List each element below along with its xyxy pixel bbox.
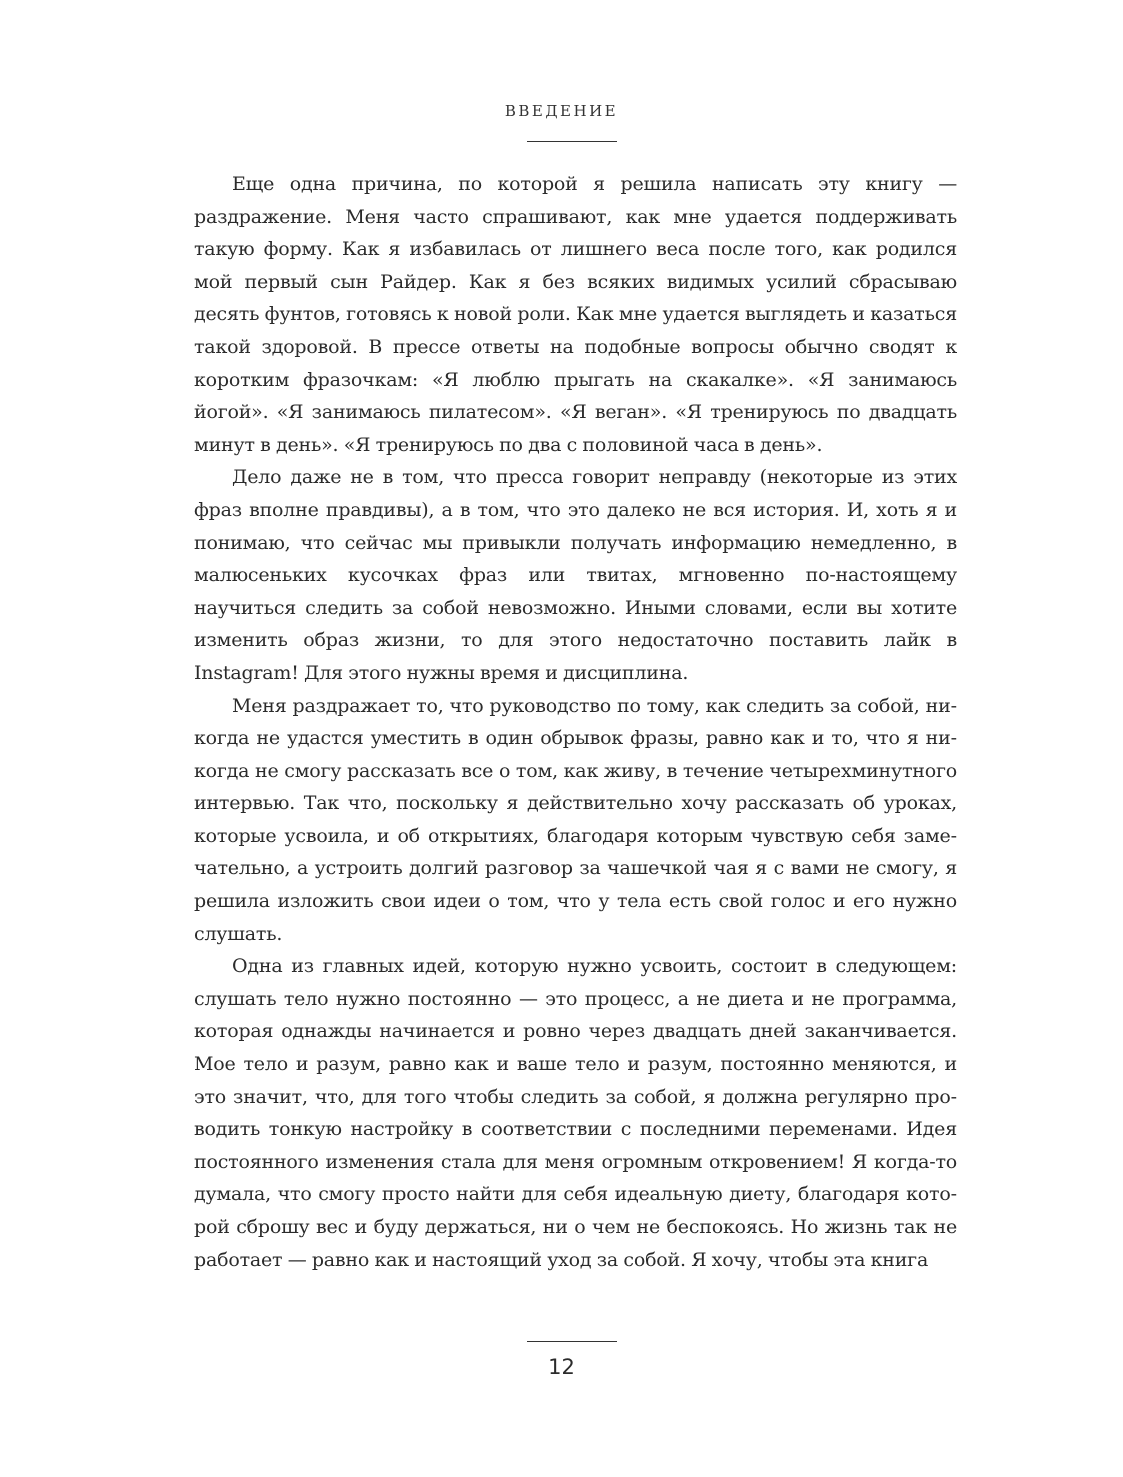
- running-head: ВВЕДЕНИЕ: [504, 102, 619, 120]
- paragraph: Меня раздражает то, что руководство по тому, как следить за собой, никогда не удастся уместить в один обрывок фразы, равно как и то, что я никогда не смогу рассказать все о том, как живу, в течение четырехминутного интервью. Так что, поскольку я действительно хочу рассказать об уроках, которые усвоила, и об открытиях, благодаря которым чувствую себя замечательно, а устроить долгий разговор за чашечкой чая я с вами не смогу, я решила изложить свои идеи о том, что у тела есть свой голос и его нужно слушать.: [194, 694, 957, 945]
- footer-rule: [527, 1341, 617, 1342]
- body-text: [194, 168, 957, 1276]
- paragraph: Одна из главных идей, которую нужно усвоить, состоит в следующем: слушать тело нужно постоянно — это процесс, а не диета и не программа, которая однажды начинается и ровно через двадцать дней заканчивается. Мое тело и разум, равно как и ваше тело и разум, постоянно меняются, и это значит, что, для того чтобы следить за собой, я должна регулярно проводить тонкую настройку в соответствии с последними переменами. Идея постоянного изменения стала для меня огромным откровением! Я когда-то думала, что смогу просто найти для себя идеальную диету, благодаря которой сброшу вес и буду держаться, ни о чем не беспокоясь. Но жизнь так не работает — равно как и настоящий уход за собой. Я хочу, чтобы эта книга: [194, 955, 957, 1271]
- header-rule: [527, 141, 617, 142]
- page-number: 12: [548, 1355, 575, 1379]
- paragraph: Еще одна причина, по которой я решила написать эту книгу — раздражение. Меня часто спрашивают, как мне удается поддерживать такую форму. Как я избавилась от лишнего веса после того, как родился мой первый сын Райдер. Как я без всяких видимых усилий сбрасываю десять фунтов, готовясь к новой роли. Как мне удается выглядеть и казаться такой здоровой. В прессе ответы на подобные вопросы обычно сводят к коротким фразочкам: «Я люблю прыгать на скакалке». «Я занимаюсь йогой». «Я занимаюсь пилатесом». «Я веган». «Я тренируюсь по двадцать минут в день». «Я тренируюсь по два с половиной часа в день».: [194, 173, 957, 456]
- paragraph: Дело даже не в том, что пресса говорит неправду (некоторые из этих фраз вполне правдивы), а в том, что это далеко не вся история. И, хоть я и понимаю, что сейчас мы привыкли получать информацию немедленно, в малюсеньких кусочках фраз или твитах, мгновенно по-настоящему научиться следить за собой невозможно. Иными словами, если вы хотите изменить образ жизни, то для этого недостаточно поставить лайк в Instagram! Для этого нужны время и дисциплина.: [194, 466, 957, 684]
